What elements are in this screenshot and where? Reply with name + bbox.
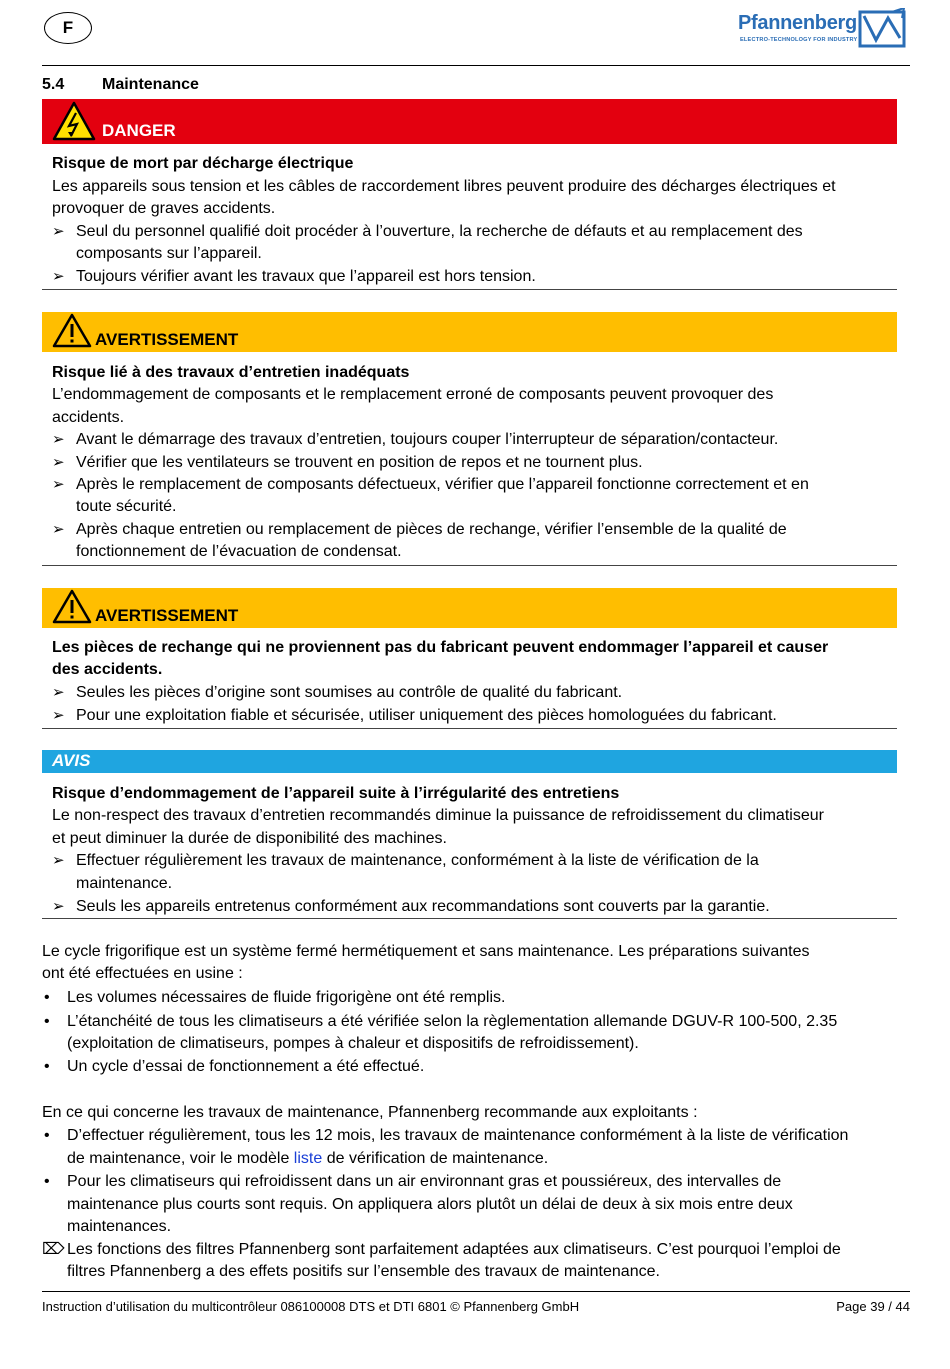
danger-bullet-line: Seul du personnel qualifié doit procéder à l’ouverture, la recherche de défauts et au remplacement des (76, 223, 803, 240)
warning1-bullet-line: Avant le démarrage des travaux d’entretien, toujours couper l’interrupteur de séparation/contacteur. (76, 431, 779, 448)
arrow-bullet-icon: ➢ (52, 521, 65, 538)
dot-bullet-icon: • (44, 989, 50, 1006)
block-divider (42, 728, 897, 729)
body-paragraph-line: Le cycle frigorifique est un système fermé hermétiquement et sans maintenance. Les préparations suivantes (42, 943, 810, 960)
warning2-title-line: Les pièces de rechange qui ne proviennent pas du fabricant peuvent endommager l’appareil et causer (52, 639, 829, 656)
warning2-bullet-line: Pour une exploitation fiable et sécurisée, utiliser uniquement des pièces homologuées du fabricant. (76, 707, 777, 724)
note-line: filtres Pfannenberg a des effets positifs sur l’ensemble des travaux de maintenance. (67, 1263, 660, 1280)
list-item-line: maintenances. (67, 1218, 172, 1235)
section-number: 5.4 (42, 76, 65, 93)
danger-title: Risque de mort par décharge électrique (52, 155, 354, 172)
block-divider (42, 565, 897, 566)
warning1-bullet-line: Après le remplacement de composants défectueux, vérifier que l’appareil fonctionne correctement et en (76, 476, 809, 493)
list-item-text: de maintenance, voir le modèle (67, 1150, 294, 1167)
arrow-bullet-icon: ➢ (52, 476, 65, 493)
notice-bullet-line: Seuls les appareils entretenus conformément aux recommandations sont couverts par la garantie. (76, 898, 770, 915)
warning-triangle-icon (52, 589, 92, 625)
notice-band (42, 750, 897, 773)
notice-bullet-line: maintenance. (76, 875, 173, 892)
notice-title: Risque d’endommagement de l’appareil suite à l’irrégularité des entretiens (52, 785, 620, 802)
note-line: Les fonctions des filtres Pfannenberg sont parfaitement adaptées aux climatiseurs. C’est pourquoi l’emploi de (67, 1241, 841, 1258)
danger-text-line: provoquer de graves accidents. (52, 200, 276, 217)
list-item-line: maintenance plus courts sont requis. On appliquera alors plutôt un délai de deux à six mois entre deux (67, 1196, 793, 1213)
arrow-bullet-icon: ➢ (52, 684, 65, 701)
arrow-bullet-icon: ➢ (52, 268, 65, 285)
danger-band (42, 99, 897, 144)
body-paragraph-line: ont été effectuées en usine : (42, 965, 243, 982)
warning1-text-line: accidents. (52, 409, 125, 426)
language-badge (44, 12, 92, 44)
arrow-bullet-icon: ➢ (52, 454, 65, 471)
list-item-line: Pour les climatiseurs qui refroidissent dans un air environnant gras et poussiéreux, des intervalles de (67, 1173, 782, 1190)
list-item-line (67, 1149, 548, 1169)
checklist-link[interactable]: liste (293, 1150, 323, 1167)
notice-text-line: Le non-respect des travaux d’entretien recommandés diminue la puissance de refroidissement du climatiseur (52, 807, 824, 824)
logo-mark-icon (858, 8, 910, 48)
block-divider (42, 289, 897, 290)
warning1-bullet-line: Vérifier que les ventilateurs se trouvent en position de repos et ne tournent plus. (76, 454, 643, 471)
page-number: Page 39 / 44 (836, 1299, 910, 1314)
dot-bullet-icon: • (44, 1058, 50, 1075)
warning2-bullet-line: Seules les pièces d’origine sont soumises au contrôle de qualité du fabricant. (76, 684, 623, 701)
pfannenberg-logo (738, 8, 910, 48)
arrow-bullet-icon: ➢ (52, 707, 65, 724)
danger-text-line: Les appareils sous tension et les câbles de raccordement libres peuvent produire des décharges électriques et (52, 178, 836, 195)
danger-bullet-line: composants sur l’appareil. (76, 245, 262, 262)
notice-text-line: et peut diminuer la durée de disponibilité des machines. (52, 830, 447, 847)
warning-band (42, 588, 897, 628)
language-code: F (62, 18, 74, 37)
arrow-bullet-icon: ➢ (52, 898, 65, 915)
arrow-bullet-icon: ➢ (52, 223, 65, 240)
warning1-bullet-line: fonctionnement de l’évacuation de condensat. (76, 543, 402, 560)
warning1-bullet-line: toute sécurité. (76, 498, 177, 515)
note-pointer-icon: ⌦ (42, 1241, 65, 1258)
warning-triangle-icon (52, 313, 92, 349)
list-item-line: (exploitation de climatiseurs, pompes à chaleur et dispositifs de refroidissement). (67, 1035, 639, 1052)
warning-label: AVERTISSEMENT (95, 330, 239, 349)
section-heading (42, 76, 199, 94)
warning-label: AVERTISSEMENT (95, 606, 239, 625)
dot-bullet-icon: • (44, 1013, 50, 1030)
warning-band (42, 312, 897, 352)
warning1-text-line: L’endommagement de composants et le remplacement erroné de composants peuvent provoquer des (52, 386, 774, 403)
logo-tagline: ELECTRO-TECHNOLOGY FOR INDUSTRY (740, 37, 858, 43)
arrow-bullet-icon: ➢ (52, 852, 65, 869)
warning2-title-line: des accidents. (52, 661, 163, 678)
dot-bullet-icon: • (44, 1173, 50, 1190)
notice-label: AVIS (52, 751, 91, 770)
list-item-line: D’effectuer régulièrement, tous les 12 mois, les travaux de maintenance conformément à la liste de vérification (67, 1127, 849, 1144)
electric-hazard-icon (52, 101, 96, 141)
dot-bullet-icon: • (44, 1127, 50, 1144)
list-item-line: Les volumes nécessaires de fluide frigorigène ont été remplis. (67, 989, 506, 1006)
arrow-bullet-icon: ➢ (52, 431, 65, 448)
notice-bullet-line: Effectuer régulièrement les travaux de maintenance, conformément à la liste de vérification de la (76, 852, 759, 869)
logo-name: Pfannenberg (738, 12, 857, 34)
danger-bullet-line: Toujours vérifier avant les travaux que l’appareil est hors tension. (76, 268, 536, 285)
warning1-title: Risque lié à des travaux d’entretien inadéquats (52, 364, 410, 381)
list-item-line: Un cycle d’essai de fonctionnement a été effectué. (67, 1058, 425, 1075)
footer-rule (42, 1291, 910, 1292)
footer-document-info: Instruction d’utilisation du multicontrôleur 086100008 DTS et DTI 6801 © Pfannenberg GmbH (42, 1299, 580, 1314)
danger-label: DANGER (102, 121, 176, 140)
section-title: Maintenance (102, 76, 199, 93)
body-paragraph-line: En ce qui concerne les travaux de maintenance, Pfannenberg recommande aux exploitants : (42, 1104, 698, 1121)
list-item-text: de vérification de maintenance. (322, 1150, 549, 1167)
header-rule (42, 65, 910, 66)
warning1-bullet-line: Après chaque entretien ou remplacement de pièces de rechange, vérifier l’ensemble de la qualité de (76, 521, 787, 538)
list-item-line: L’étanchéité de tous les climatiseurs a été vérifiée selon la règlementation allemande DGUV-R 100-500, 2.35 (67, 1013, 838, 1030)
block-divider (42, 918, 897, 919)
